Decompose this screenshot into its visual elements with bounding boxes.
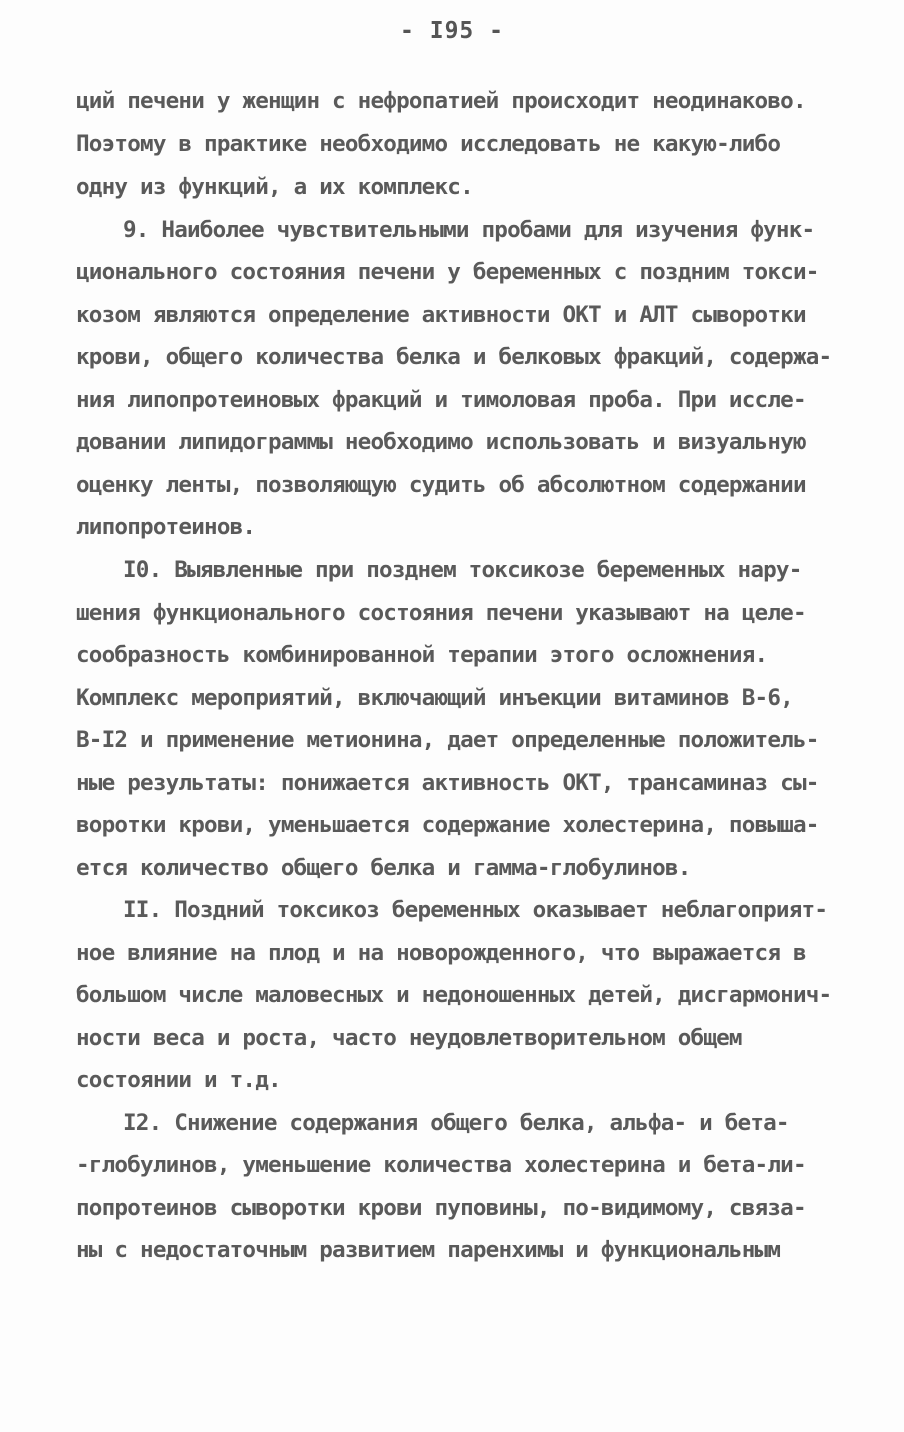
text-line: сообразность комбинированной терапии этого осложнения. xyxy=(76,642,768,668)
text-line: козом являются определение активности ОКТ и АЛТ сыворотки xyxy=(76,302,806,328)
text-line: оценку ленты, позволяющую судить об абсолютном содержании xyxy=(76,472,806,498)
text-line: ционального состояния печени у беременных с поздним токси- xyxy=(76,259,819,285)
paragraph-10-first-line: I0. Выявленные при позднем токсикозе беременных нару- xyxy=(123,557,802,583)
text-line: липопротеинов. xyxy=(76,514,256,540)
text-line: ны с недостаточным развитием паренхимы и функциональным xyxy=(76,1237,781,1263)
text-line: состоянии и т.д. xyxy=(76,1067,281,1093)
text-line: Комплекс мероприятий, включающий инъекции витаминов В-6, xyxy=(76,685,793,711)
paragraph-12-first-line: I2. Снижение содержания общего белка, альфа- и бета- xyxy=(123,1110,789,1136)
text-line: шения функционального состояния печени указывают на целе- xyxy=(76,600,806,626)
text-line: довании липидограммы необходимо использовать и визуальную xyxy=(76,429,806,455)
text-line: попротеинов сыворотки крови пуповины, по-видимому, связа- xyxy=(76,1195,806,1221)
text-line: -глобулинов, уменьшение количества холестерина и бета-ли- xyxy=(76,1152,806,1178)
text-line: ные результаты: понижается активность ОКТ, трансаминаз сы- xyxy=(76,770,819,796)
paragraph-9-first-line: 9. Наиболее чувствительными пробами для изучения функ- xyxy=(123,217,815,243)
text-line: крови, общего количества белка и белковых фракций, содержа- xyxy=(76,344,832,370)
text-line: ности веса и роста, часто неудовлетворительном общем xyxy=(76,1025,742,1051)
text-line: ное влияние на плод и на новорожденного, что выражается в xyxy=(76,940,806,966)
paragraph-11-first-line: II. Поздний токсикоз беременных оказывает неблагоприят- xyxy=(123,897,828,923)
page-number: - I95 - xyxy=(400,18,504,44)
text-line: ния липопротеиновых фракций и тимоловая проба. При иссле- xyxy=(76,387,806,413)
text-line: большом числе маловесных и недоношенных детей, дисгармонич- xyxy=(76,982,832,1008)
text-line: одну из функций, а их комплекс. xyxy=(76,174,473,200)
text-line: воротки крови, уменьшается содержание холестерина, повыша- xyxy=(76,812,819,838)
text-line: В-I2 и применение метионина, дает определенные положитель- xyxy=(76,727,819,753)
text-line: Поэтому в практике необходимо исследовать не какую-либо xyxy=(76,131,781,157)
text-line: ций печени у женщин с нефропатией происходит неодинаково. xyxy=(76,88,806,114)
text-line: ется количество общего белка и гамма-глобулинов. xyxy=(76,855,691,881)
